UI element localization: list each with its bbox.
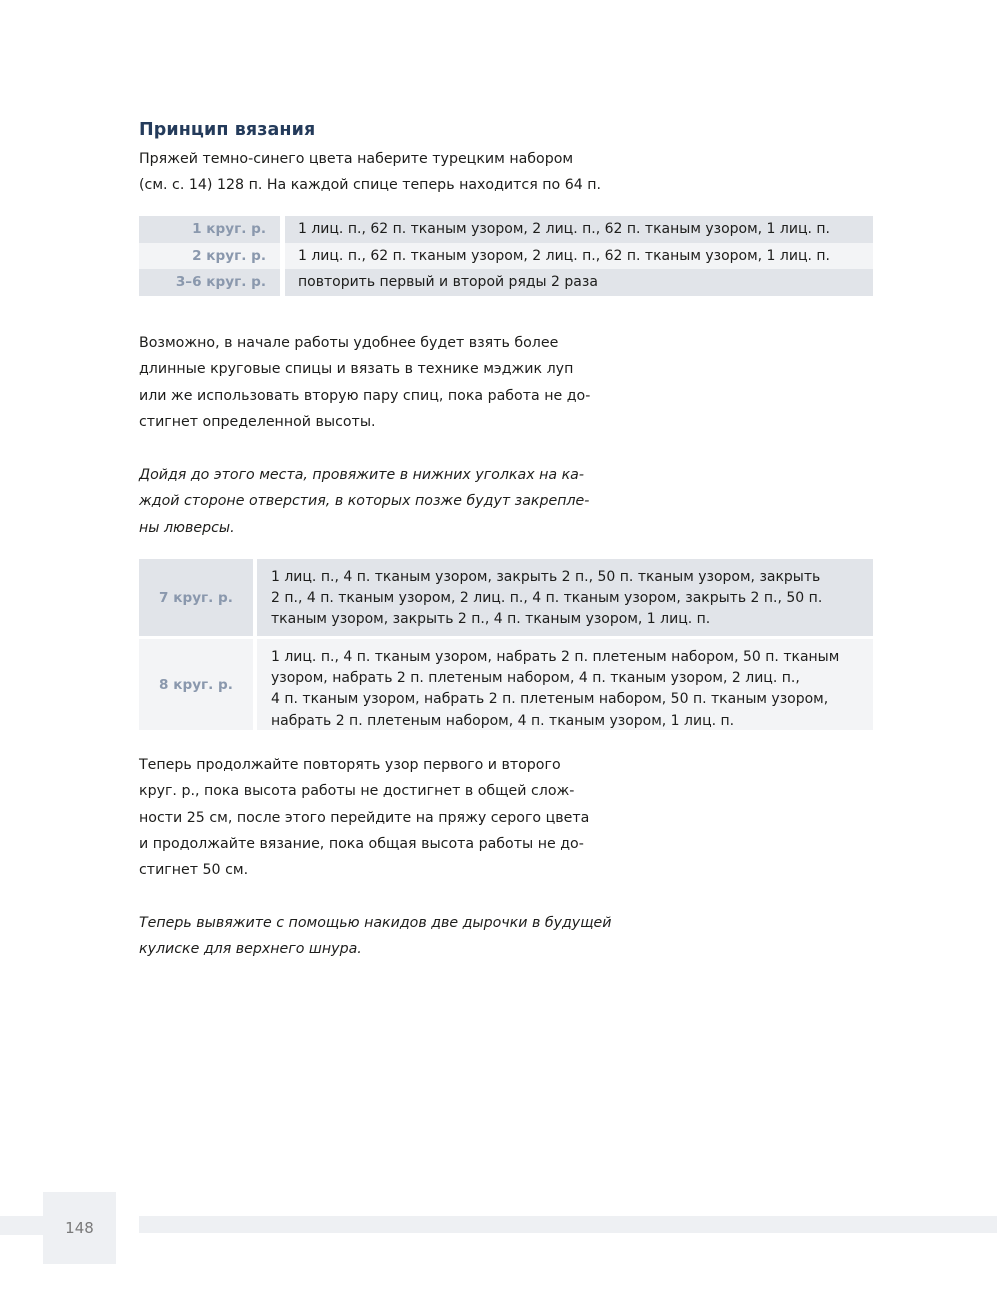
row-instruction	[257, 559, 873, 636]
rows-table-2	[139, 559, 873, 730]
continue-paragraph	[139, 752, 639, 883]
text-line: 2 п., 4 п. тканым узором, 2 лиц. п., 4 п. тканым узором, закрыть 2 п., 50 п.	[271, 590, 823, 607]
table-row	[139, 216, 873, 243]
tip-paragraph	[139, 330, 639, 435]
text-line: (см. с. 14) 128 п. На каждой спице теперь находится по 64 п.	[139, 177, 602, 194]
italic-final-paragraph	[139, 910, 639, 963]
italic-note-paragraph	[139, 462, 639, 541]
text-line: Теперь вывяжите с помощью накидов две дырочки в будущей	[139, 915, 612, 931]
section-title: Принцип вязания	[139, 120, 316, 140]
row-label: 2 круг. р.	[139, 243, 280, 270]
row-instruction: 1 лиц. п., 62 п. тканым узором, 2 лиц. п., 62 п. тканым узором, 1 лиц. п.	[285, 216, 873, 243]
text-line: Возможно, в начале работы удобнее будет взять более	[139, 335, 559, 351]
text-line: 1 лиц. п., 4 п. тканым узором, закрыть 2 п., 50 п. тканым узором, закрыть	[271, 569, 821, 585]
table-row	[139, 243, 873, 270]
rows-table-1	[139, 216, 873, 296]
text-line: 1 лиц. п., 4 п. тканым узором, набрать 2 п. плетеным набором, 50 п. тканым	[271, 649, 840, 665]
text-line: и продолжайте вязание, пока общая высота работы не до-	[139, 835, 584, 852]
row-label: 7 круг. р.	[139, 559, 253, 636]
text-line: Теперь продолжайте повторять узор первого и второго	[139, 757, 561, 773]
text-line: тканым узором, закрыть 2 п., 4 п. тканым узором, 1 лиц. п.	[271, 611, 711, 628]
text-line: Дойдя до этого места, провяжите в нижних уголках на ка-	[139, 467, 584, 483]
table-row	[139, 269, 873, 296]
text-line: или же использовать вторую пару спиц, пока работа не до-	[139, 387, 591, 404]
row-instruction: повторить первый и второй ряды 2 раза	[285, 269, 873, 296]
row-instruction	[257, 639, 873, 730]
text-line: стигнет определенной высоты.	[139, 413, 376, 430]
row-label: 1 круг. р.	[139, 216, 280, 243]
footer-bar	[139, 1216, 997, 1233]
table-row	[139, 559, 873, 636]
text-line: ности 25 см, после этого перейдите на пряжу серого цвета	[139, 809, 590, 826]
intro-paragraph	[139, 146, 639, 199]
page-number: 148	[65, 1219, 94, 1237]
footer-strip-left	[0, 1216, 43, 1235]
row-label: 3–6 круг. р.	[139, 269, 280, 296]
text-line: ны люверсы.	[139, 519, 235, 536]
text-line: стигнет 50 см.	[139, 862, 249, 879]
row-label: 8 круг. р.	[139, 639, 253, 730]
text-line: кулиске для верхнего шнура.	[139, 941, 362, 958]
text-line: ждой стороне отверстия, в которых позже будут закрепле-	[139, 493, 590, 510]
text-line: Пряжей темно-синего цвета наберите турецким набором	[139, 151, 574, 167]
text-line: набрать 2 п. плетеным набором, 4 п. тканым узором, 1 лиц. п.	[271, 712, 735, 729]
text-line: длинные круговые спицы и вязать в технике мэджик луп	[139, 361, 574, 378]
row-instruction: 1 лиц. п., 62 п. тканым узором, 2 лиц. п., 62 п. тканым узором, 1 лиц. п.	[285, 243, 873, 270]
text-line: узором, набрать 2 п. плетеным набором, 4 п. тканым узором, 2 лиц. п.,	[271, 670, 800, 687]
table-row	[139, 639, 873, 730]
text-line: 4 п. тканым узором, набрать 2 п. плетеным набором, 50 п. тканым узором,	[271, 691, 829, 708]
text-line: круг. р., пока высота работы не достигнет в общей слож-	[139, 783, 575, 800]
